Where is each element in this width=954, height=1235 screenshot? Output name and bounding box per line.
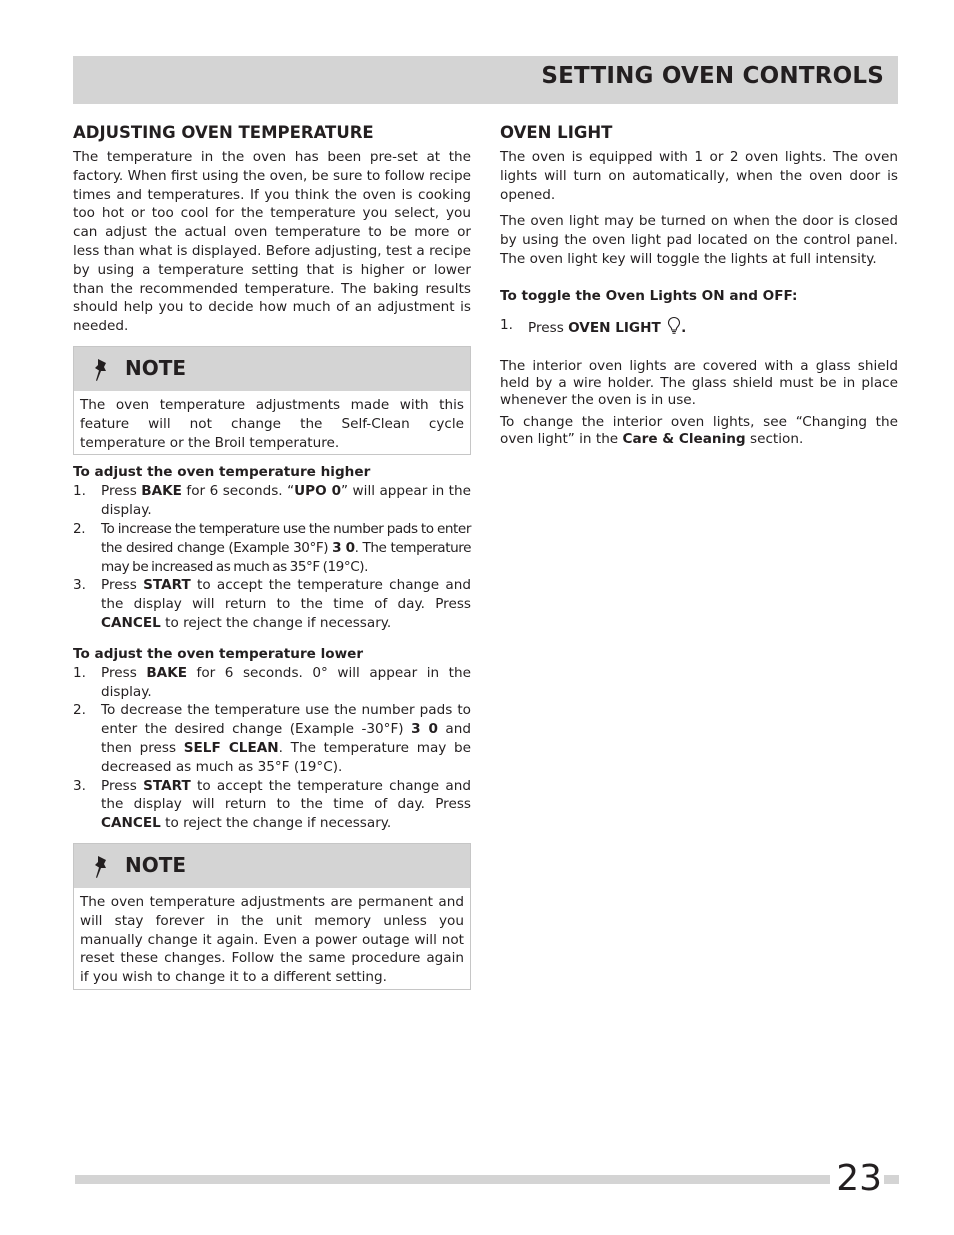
lightbulb-icon bbox=[667, 316, 681, 335]
footer-bar bbox=[75, 1175, 899, 1184]
note-box-1 bbox=[73, 346, 471, 455]
list-item: 3. Press START to accept the temperature change and the display will return to the time of day. Press CANCEL to reject the change if necessary. bbox=[73, 777, 471, 832]
list-item: 1. Press OVEN LIGHT . bbox=[500, 316, 687, 336]
right-column bbox=[500, 122, 898, 449]
list-item: 2. To increase the temperature use the number pads to enter the desired change (Example 30°F) 3 0. The temperature may be increased as much as 35°F (19°C). bbox=[73, 520, 471, 575]
note-header-1 bbox=[74, 347, 470, 391]
note-title-2: NOTE bbox=[125, 852, 187, 877]
oven-light-p4: To change the interior oven lights, see “Changing the oven light” in the Care & Cleaning section. bbox=[500, 414, 898, 448]
oven-light-heading: OVEN LIGHT bbox=[500, 123, 613, 142]
lower-heading: To adjust the oven temperature lower bbox=[73, 645, 364, 662]
higher-heading: To adjust the oven temperature higher bbox=[73, 464, 371, 481]
list-item: 2. To decrease the temperature use the number pads to enter the desired change (Example -30°F) 3 0 and then press SELF CLEAN. The temperature may be decreased as much as 35°F (19°C). bbox=[73, 702, 471, 775]
note-title-1: NOTE bbox=[125, 355, 187, 380]
pushpin-icon bbox=[91, 854, 111, 880]
oven-light-p2: The oven light may be turned on when the door is closed by using the oven light pad located on the control panel. The oven light key will toggle the lights at full intensity. bbox=[500, 213, 898, 267]
oven-light-p1: The oven is equipped with 1 or 2 oven lights. The oven lights will turn on automatically, when the oven door is opened. bbox=[500, 149, 898, 203]
list-item: 3. Press START to accept the temperature change and the display will return to the time of day. Press CANCEL to reject the change if necessary. bbox=[73, 577, 471, 631]
oven-light-p3: The interior oven lights are covered with a glass shield held by a wire holder. The glass shield must be in place whenever the oven is in use. bbox=[500, 357, 898, 408]
page-number: 23 bbox=[830, 1158, 884, 1200]
toggle-heading: To toggle the Oven Lights ON and OFF: bbox=[500, 287, 798, 304]
note-header-2 bbox=[74, 844, 470, 888]
adjust-heading: ADJUSTING OVEN TEMPERATURE bbox=[73, 123, 374, 142]
list-item: 1. Press BAKE for 6 seconds. 0° will appear in the display. bbox=[73, 664, 471, 700]
note-text-1: The oven temperature adjustments made with this feature will not change the Self-Clean cycle temperature or the Broil temperature. bbox=[80, 396, 464, 451]
left-column bbox=[73, 122, 471, 990]
header-bar bbox=[73, 56, 898, 104]
note-box-2 bbox=[73, 843, 471, 990]
lower-steps bbox=[73, 664, 471, 833]
pushpin-icon bbox=[91, 357, 111, 383]
toggle-steps bbox=[500, 316, 898, 338]
note-text-2: The oven temperature adjustments are permanent and will stay forever in the unit memory unless you manually change it again. Even a power outage will not reset these changes. Follow the same procedure again if you wish to change it to a different setting. bbox=[80, 893, 464, 986]
list-item: 1. Press BAKE for 6 seconds. “UPO 0” will appear in the display. bbox=[73, 483, 471, 519]
adjust-intro: The temperature in the oven has been pre-set at the factory. When first using the oven, be sure to follow recipe times and temperatures. If you think the oven is cooking too hot or too cool for the temperature you select, you can adjust the actual oven temperature to be more or less than what is displayed. Before adjusting, test a recipe by using a temperature setting that is higher or lower than the recommended temperature. The baking results should help you to decide how much of an adjustment is needed. bbox=[73, 149, 471, 335]
higher-steps bbox=[73, 482, 471, 632]
page-title: SETTING OVEN CONTROLS bbox=[541, 63, 884, 89]
